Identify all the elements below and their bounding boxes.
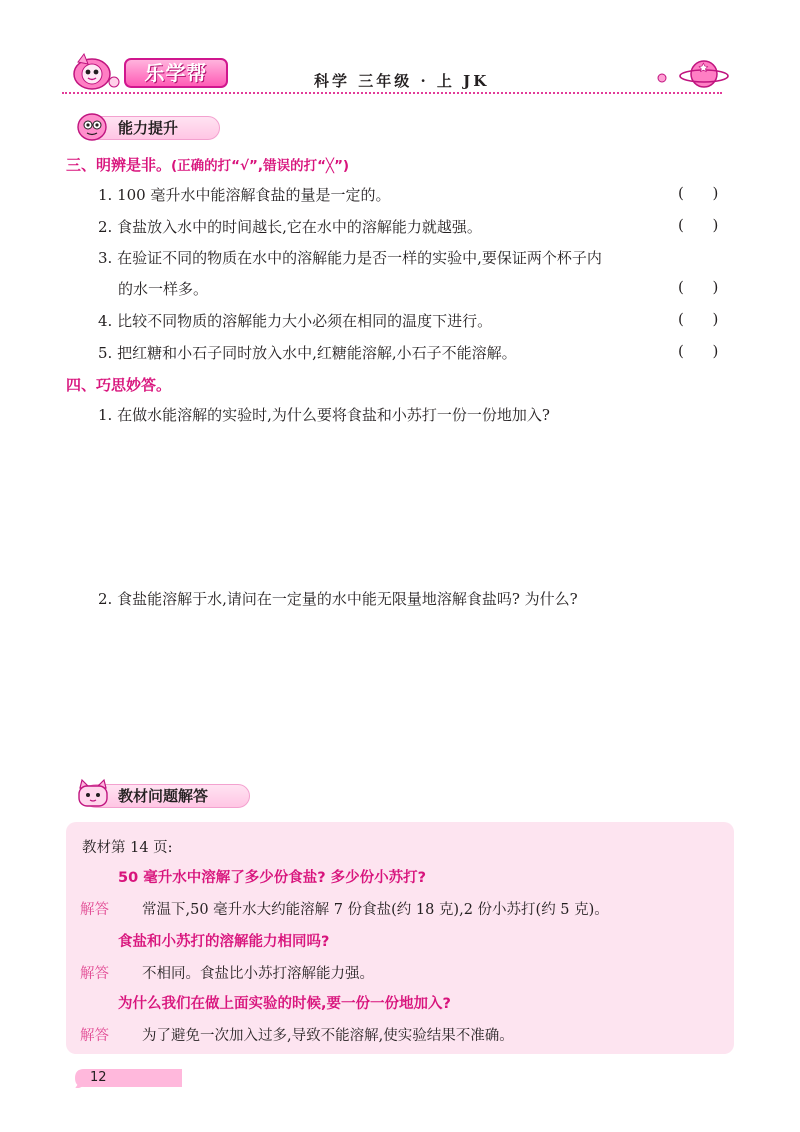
answer-label-2: 解答 <box>80 966 109 982</box>
answer-blank-5[interactable]: ( ) <box>678 342 719 360</box>
textbook-question-2: 食盐和小苏打的溶解能力相同吗? <box>118 934 330 950</box>
answer-label-1: 解答 <box>80 902 109 918</box>
section-3-item-3: 3. 在验证不同的物质在水中的溶解能力是否一样的实验中,要保证两个杯子内 <box>98 249 602 267</box>
section-3-item-1: 1. 100 毫升水中能溶解食盐的量是一定的。 <box>98 186 391 204</box>
header-divider <box>62 92 722 94</box>
badge-textbook <box>70 776 250 810</box>
section-3-item-3-cont: 的水一样多。 <box>118 280 209 298</box>
cat-mascot-icon <box>70 778 116 810</box>
textbook-page-ref: 教材第 14 页: <box>82 840 173 856</box>
section-4-heading: 四、巧思妙答。 <box>66 376 172 394</box>
page-number-bar <box>74 1068 184 1088</box>
textbook-answer-2: 不相同。食盐比小苏打溶解能力强。 <box>142 966 374 982</box>
textbook-answer-3: 为了避免一次加入过多,导致不能溶解,使实验结果不准确。 <box>142 1028 514 1044</box>
section-3-note: (正确的打“√”,错误的打“╳”) <box>171 158 350 174</box>
textbook-question-1: 50 毫升水中溶解了多少份食盐? 多少份小苏打? <box>118 870 427 886</box>
header-title: 科学 三年级 · 上 JK <box>314 72 490 90</box>
page-number: 12 <box>90 1070 107 1085</box>
planet-icon <box>652 52 742 96</box>
answer-blank-3[interactable]: ( ) <box>678 278 719 296</box>
page-header <box>62 48 742 96</box>
mascot-badge-icon <box>70 110 116 142</box>
section-3-title: 三、明辨是非。 <box>66 156 172 174</box>
badge-textbook-label: 教材问题解答 <box>118 787 209 805</box>
textbook-answer-1: 常温下,50 毫升水大约能溶解 7 份食盐(约 18 克),2 份小苏打(约 5 克)。 <box>142 902 609 918</box>
section-4-item-1: 1. 在做水能溶解的实验时,为什么要将食盐和小苏打一份一份地加入? <box>98 406 550 424</box>
textbook-question-3: 为什么我们在做上面实验的时候,要一份一份地加入? <box>118 996 451 1012</box>
section-3-item-5: 5. 把红糖和小石子同时放入水中,红糖能溶解,小石子不能溶解。 <box>98 344 517 362</box>
badge-ability-label: 能力提升 <box>118 119 179 137</box>
section-3-item-4: 4. 比较不同物质的溶解能力大小必须在相同的温度下进行。 <box>98 312 493 330</box>
answer-label-3: 解答 <box>80 1028 109 1044</box>
badge-ability <box>70 108 220 142</box>
section-4-item-2: 2. 食盐能溶解于水,请问在一定量的水中能无限量地溶解食盐吗? 为什么? <box>98 590 578 608</box>
brand-logo <box>62 48 242 94</box>
brand-name: 乐学帮 <box>124 58 228 88</box>
answer-blank-4[interactable]: ( ) <box>678 310 719 328</box>
section-3-item-2: 2. 食盐放入水中的时间越长,它在水中的溶解能力就越强。 <box>98 218 482 236</box>
section-3-heading <box>66 154 349 175</box>
textbook-answers-box <box>66 822 734 1054</box>
mascot-icon <box>70 52 130 92</box>
answer-blank-2[interactable]: ( ) <box>678 216 719 234</box>
answer-blank-1[interactable]: ( ) <box>678 184 719 202</box>
